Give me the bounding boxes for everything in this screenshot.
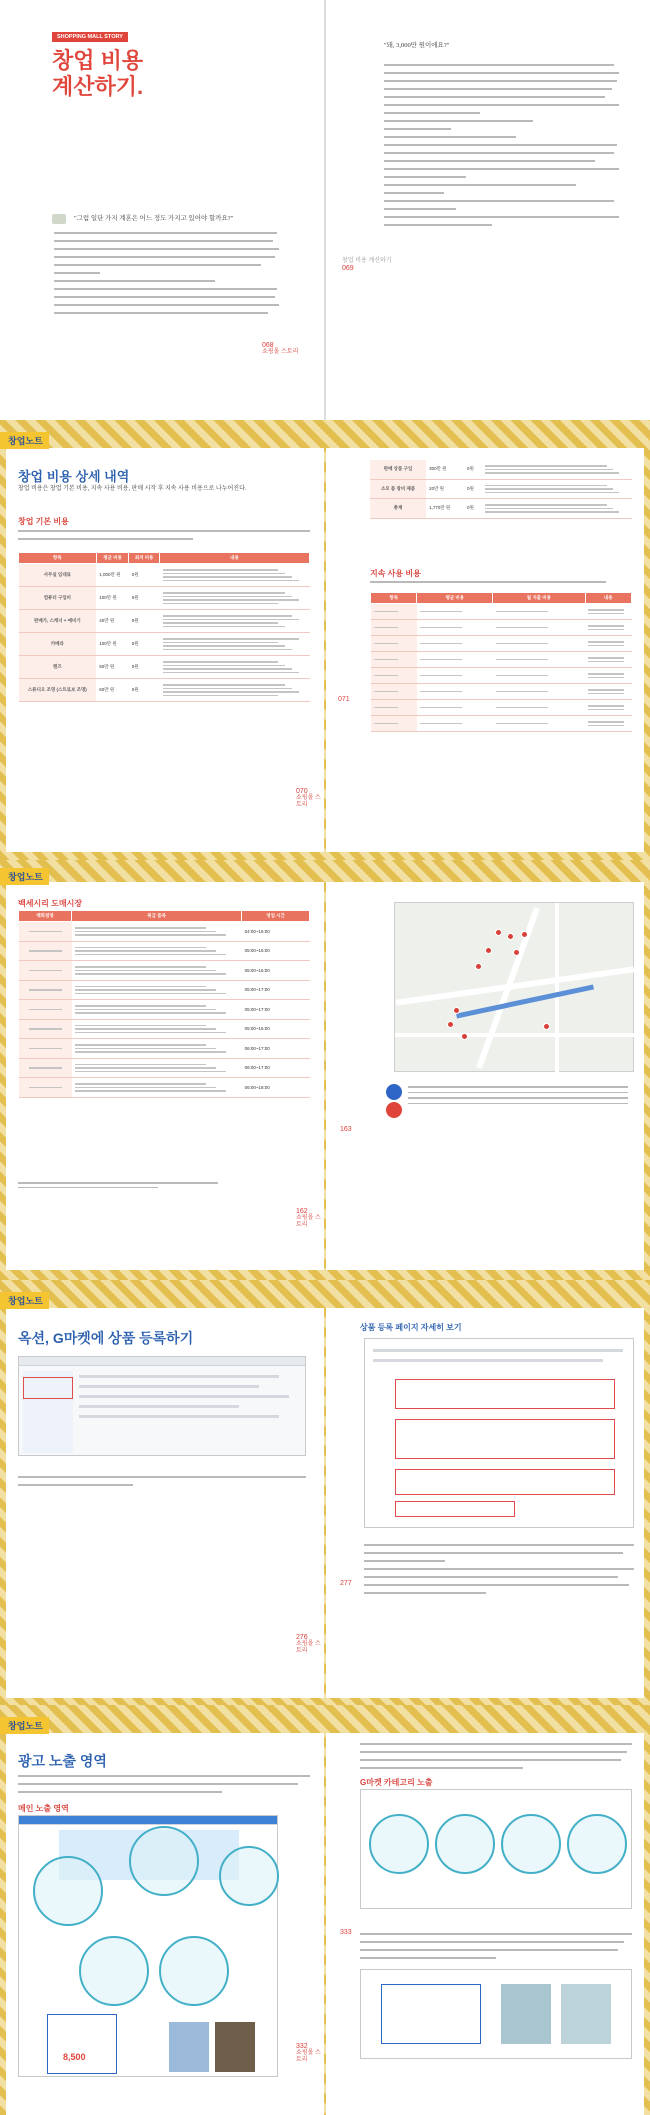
map-pin: [513, 949, 520, 956]
section-intro: 창업 비용은 창업 기본 비용, 지속 사용 비용, 판매 시작 후 지속 사용 비용으로 나누어진다.: [18, 486, 247, 492]
map-pin: [461, 1033, 468, 1040]
highlight-box: [395, 1419, 615, 1459]
row-avg: 60만 원: [96, 679, 129, 702]
section-tab: 창업노트: [0, 868, 49, 885]
highlight-box: [395, 1501, 515, 1517]
page-070: [6, 436, 324, 852]
highlight-box: [47, 2014, 117, 2074]
row-desc: [160, 656, 310, 679]
highlight-circle: [219, 1846, 279, 1906]
row-items: [72, 1058, 242, 1078]
category-screenshot-2: [360, 1969, 632, 2059]
table-row: [370, 460, 632, 479]
row-items: [72, 941, 242, 961]
row-items: [72, 961, 242, 981]
main-page-screenshot: [18, 1815, 278, 2077]
row-market: [19, 1058, 72, 1078]
product-photo: [215, 2022, 255, 2072]
row-item: 렌즈: [19, 656, 97, 679]
row-item: 카메라: [19, 633, 97, 656]
row-min: 0원: [129, 610, 160, 633]
row-hours: 05:00~17:00: [242, 1000, 310, 1020]
highlight-box: [395, 1379, 615, 1409]
row-market: [19, 961, 72, 981]
spread-cost-detail: [0, 420, 650, 860]
table-row: [371, 620, 632, 636]
page-069: [326, 0, 644, 420]
chapter-title-line2: 계산하기.: [52, 74, 144, 99]
market-screenshot: [18, 1356, 306, 1456]
section-tab: 창업노트: [0, 432, 49, 449]
page-163: [326, 882, 644, 1270]
table-row: [19, 1058, 310, 1078]
dialogue-paragraph: [384, 64, 624, 232]
table-row: [19, 1000, 310, 1020]
highlight-circle: [33, 1856, 103, 1926]
page-number-left: 068 쇼핑몰 스토리: [262, 342, 299, 355]
table-header: 영업 시간: [242, 911, 310, 922]
map-legend: [386, 1082, 636, 1118]
row-avg: 1,770만 원: [426, 499, 464, 519]
table-row: [370, 479, 632, 499]
row-items: [72, 980, 242, 1000]
row-desc: [482, 479, 632, 499]
row-market: [19, 1019, 72, 1039]
table-row: [371, 684, 632, 700]
page-number-left: 162 쇼핑몰 스토리: [296, 1208, 321, 1228]
row-min: 0원: [464, 460, 482, 479]
section-title: 백세시리 도매시장: [18, 899, 83, 908]
highlight-box: [23, 1377, 73, 1399]
register-paragraph: [18, 1476, 306, 1492]
category-screenshot: [360, 1789, 632, 1909]
market-table: [18, 910, 310, 1098]
sub-heading-running: 지속 사용 비용: [370, 569, 421, 578]
table-row: [19, 679, 310, 702]
page-068: [0, 0, 324, 420]
right-sub-heading: G마켓 카테고리 노출: [360, 1778, 433, 1787]
row-desc: [160, 587, 310, 610]
product-photo: [501, 1984, 551, 2044]
row-hours: 05:00~16:00: [242, 941, 310, 961]
legend-badge: [386, 1102, 402, 1118]
row-avg: 20만 원: [426, 479, 464, 499]
table-header: 항목: [19, 553, 97, 564]
table-row: [371, 668, 632, 684]
map-pin: [475, 963, 482, 970]
row-items: [72, 1019, 242, 1039]
section-tab: 창업노트: [0, 1292, 49, 1309]
page-071: [326, 448, 644, 852]
map-pin: [495, 929, 502, 936]
running-cost-table: 항목 평균 비용 월 지출 비용 내용: [370, 592, 632, 732]
row-desc: [160, 610, 310, 633]
row-market: [19, 941, 72, 961]
row-items: [72, 922, 242, 942]
table-row: [19, 1078, 310, 1098]
market-map: [394, 902, 634, 1072]
row-item: 컴퓨터 구입비: [19, 587, 97, 610]
extra-cost-table: [370, 460, 632, 519]
row-items: [72, 1000, 242, 1020]
row-hours: 06:00~18:00: [242, 1078, 310, 1098]
register-steps: [364, 1544, 634, 1600]
section-title: 창업 비용 상세 내역: [18, 469, 130, 484]
table-header: 최저 비용: [129, 553, 160, 564]
table-row: [371, 700, 632, 716]
table-row: [19, 922, 310, 942]
spread-product-register: [0, 1280, 650, 1705]
row-hours: 05:00~17:00: [242, 980, 310, 1000]
ad-right-paragraph: [360, 1743, 632, 1775]
row-hours: 04:00~16:00: [242, 922, 310, 942]
table-row: [19, 610, 310, 633]
page-number-left: 332 쇼핑몰 스토리: [296, 2043, 321, 2063]
map-pin: [507, 933, 514, 940]
row-avg: 100만 원: [96, 633, 129, 656]
row-min: 0원: [129, 656, 160, 679]
map-pin: [453, 1007, 460, 1014]
table-row: [371, 652, 632, 668]
highlight-circle: [369, 1814, 429, 1874]
sub-heading-basic: 창업 기본 비용: [18, 517, 69, 526]
spread-market: [0, 860, 650, 1280]
row-min: 0원: [129, 633, 160, 656]
chapter-title: [52, 48, 143, 100]
row-market: [19, 1039, 72, 1059]
row-hours: 06:00~17:00: [242, 1039, 310, 1059]
table-header: 백화점명: [19, 911, 72, 922]
basic-paragraph: [18, 530, 310, 546]
chat-icon: [52, 214, 66, 224]
running-paragraph: [370, 581, 632, 589]
row-market: [19, 1000, 72, 1020]
page-number-left: 276 쇼핑몰 스토리: [296, 1634, 321, 1654]
table-row: [19, 633, 310, 656]
intro-quote: "그럼 일단 가지 계혼은 어느 정도 가지고 있어야 할까요?": [74, 215, 234, 222]
map-pin: [543, 1023, 550, 1030]
left-sub-heading: 메인 노출 영역: [18, 1804, 69, 1813]
row-avg: 40만 원: [96, 610, 129, 633]
highlight-circle: [79, 1936, 149, 2006]
row-item: 사무실 임대료: [19, 564, 97, 587]
section-tab: 창업노트: [0, 1717, 49, 1734]
map-pin: [485, 947, 492, 954]
page-276: [6, 1296, 324, 1698]
table-row: [19, 656, 310, 679]
row-market: [19, 1078, 72, 1098]
table-header: 평균 비용: [96, 553, 129, 564]
row-avg: 100만 원: [96, 587, 129, 610]
map-pin: [447, 1021, 454, 1028]
intro-paragraph: [54, 232, 284, 320]
row-avg: 50만 원: [96, 656, 129, 679]
page-number-left: 070 쇼핑몰 스토리: [296, 788, 321, 808]
row-item: 판매 상품 구입: [370, 460, 426, 479]
section-title: 광고 노출 영역: [18, 1753, 107, 1769]
row-item: 스튜디오 조명 (스트로보 조명): [19, 679, 97, 702]
row-desc: [482, 499, 632, 519]
page-number-right: 창업 비용 계산하기 069: [342, 258, 392, 272]
row-items: [72, 1039, 242, 1059]
product-photo: [169, 2022, 209, 2072]
page-162: [6, 872, 324, 1270]
page-332: [6, 1721, 324, 2115]
table-row: [370, 499, 632, 519]
table-footnote: [18, 1182, 218, 1194]
row-min: 0원: [464, 479, 482, 499]
row-min: 0원: [129, 679, 160, 702]
map-pin: [521, 931, 528, 938]
page-333: [326, 1733, 644, 2115]
section-title: 옥션, G마켓에 상품 등록하기: [18, 1330, 194, 1346]
register-form-screenshot: [364, 1338, 634, 1528]
table-row: [19, 1039, 310, 1059]
row-desc: [160, 564, 310, 587]
table-row: [19, 941, 310, 961]
highlight-circle: [567, 1814, 627, 1874]
spread-ad-area: [0, 1705, 650, 2115]
row-desc: [160, 633, 310, 656]
row-items: [72, 1078, 242, 1098]
highlight-circle: [159, 1936, 229, 2006]
row-min: 0원: [464, 499, 482, 519]
price-label: 8,500: [63, 2052, 86, 2062]
table-row: [19, 564, 310, 587]
product-photo: [561, 1984, 611, 2044]
row-avg: 1,000만 원: [96, 564, 129, 587]
row-desc: [482, 460, 632, 479]
page-number-right: 277: [340, 1580, 352, 1587]
table-row: [371, 716, 632, 732]
chapter-title-line1: 창업 비용: [52, 48, 144, 73]
table-header: 취급 품목: [72, 911, 242, 922]
row-market: [19, 922, 72, 942]
right-sub-heading: 상품 등록 페이지 자세히 보기: [360, 1323, 462, 1332]
table-row: [371, 636, 632, 652]
row-desc: [160, 679, 310, 702]
spread-intro: [0, 0, 650, 420]
category-paragraph: [360, 1933, 632, 1965]
row-item: 소모 품 창비 제품: [370, 479, 426, 499]
row-item: 총계: [370, 499, 426, 519]
brand-tag: SHOPPING MALL STORY: [52, 32, 128, 42]
table-header: 내용: [160, 553, 310, 564]
row-market: [19, 980, 72, 1000]
highlight-circle: [129, 1826, 199, 1896]
table-row: [19, 980, 310, 1000]
table-row: [19, 961, 310, 981]
row-item: 판매가, 스캐너 + 예비기: [19, 610, 97, 633]
basic-cost-table: [18, 552, 310, 702]
row-hours: 05:00~16:00: [242, 1019, 310, 1039]
page-number-right: 333: [340, 1929, 352, 1936]
row-hours: 05:00~16:00: [242, 961, 310, 981]
ad-paragraph: [18, 1775, 310, 1799]
highlight-circle: [435, 1814, 495, 1874]
highlight-circle: [501, 1814, 561, 1874]
right-first-line: "돼, 3,000만 원이에요?": [384, 42, 450, 49]
highlight-box: [395, 1469, 615, 1495]
row-hours: 06:00~17:00: [242, 1058, 310, 1078]
highlight-box: [381, 1984, 481, 2044]
page-number-right: 163: [340, 1126, 352, 1133]
table-row: [19, 1019, 310, 1039]
legend-badge: [386, 1084, 402, 1100]
page-277: [326, 1308, 644, 1698]
row-min: 0원: [129, 564, 160, 587]
row-min: 0원: [129, 587, 160, 610]
row-avg: 300만 원: [426, 460, 464, 479]
table-row: [371, 604, 632, 620]
page-number-right: 071: [338, 696, 350, 703]
table-row: [19, 587, 310, 610]
